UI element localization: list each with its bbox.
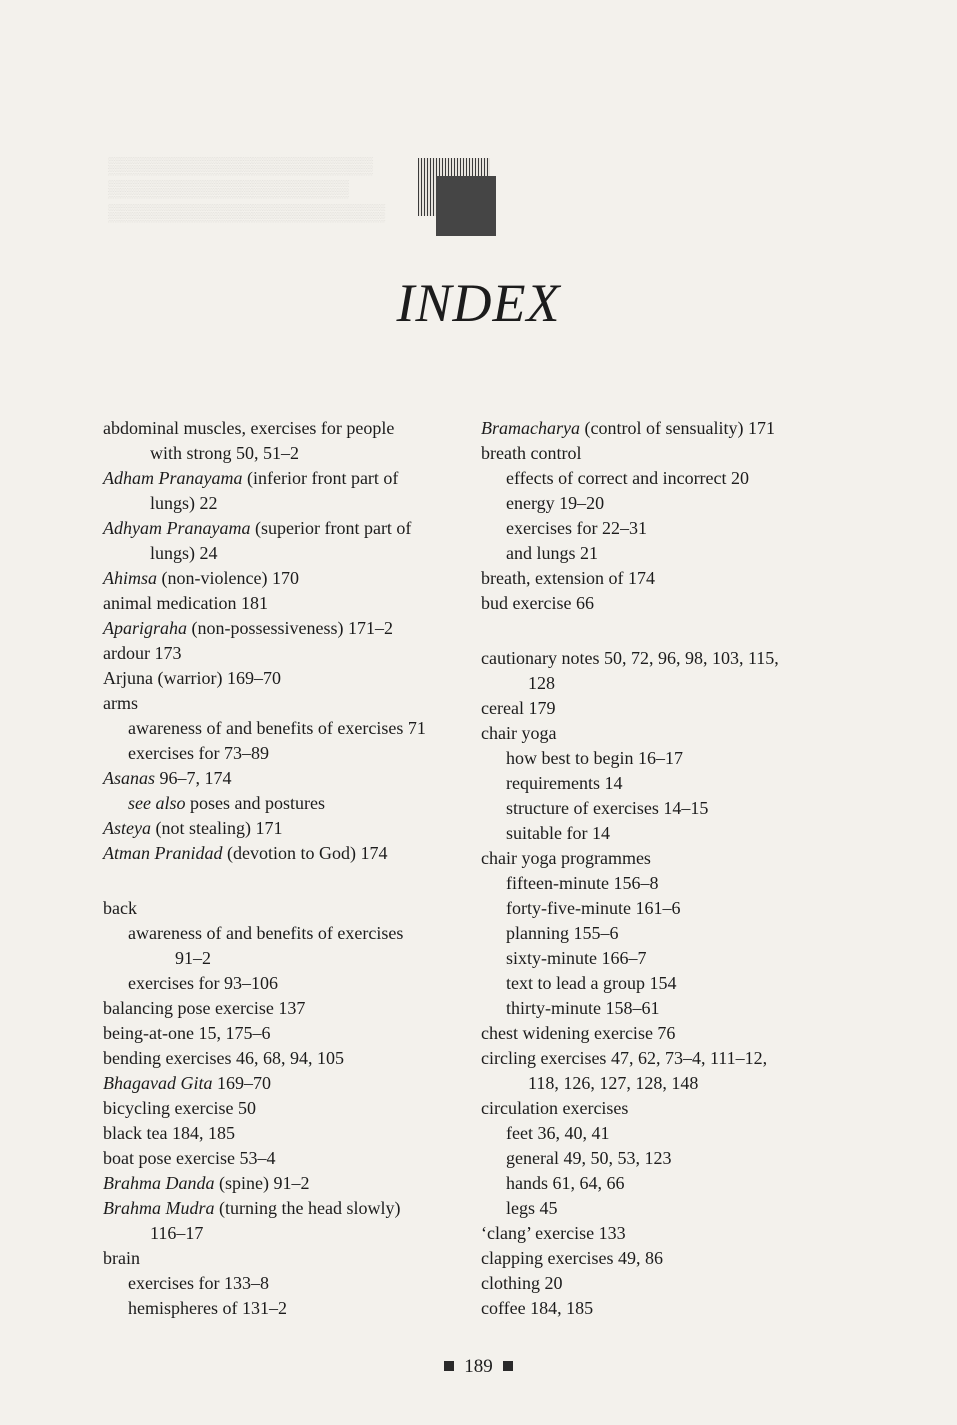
index-entry: [103, 816, 463, 841]
index-entry: [481, 1096, 841, 1221]
index-subentry: [481, 516, 841, 541]
index-entry: [481, 441, 841, 566]
index-entry: [481, 566, 841, 591]
index-subentry: [103, 716, 463, 741]
index-term-italic: Adham Pranayama: [103, 468, 243, 488]
index-subentry: [481, 466, 841, 491]
index-entry: [481, 696, 841, 721]
index-heading-continuation: with strong 50, 51–2: [150, 443, 300, 463]
index-entry: [481, 416, 841, 441]
index-subentry: [481, 946, 841, 971]
index-subentry: [103, 741, 463, 766]
index-text: exercises for 73–89: [128, 743, 269, 763]
index-heading-continuation: 128: [528, 673, 555, 693]
index-term-italic: Ahimsa: [103, 568, 157, 588]
page-title: INDEX: [396, 273, 561, 333]
index-text: balancing pose exercise 137: [103, 998, 306, 1018]
index-subentry: [103, 1296, 463, 1321]
index-text: circulation exercises: [481, 1098, 629, 1118]
index-text: clothing 20: [481, 1273, 563, 1293]
index-entry: [103, 996, 463, 1021]
index-heading: [481, 1246, 841, 1271]
index-text: and lungs 21: [506, 543, 598, 563]
index-heading: [103, 1096, 463, 1121]
index-entry: [103, 466, 463, 516]
index-heading: [481, 1296, 841, 1321]
index-text: back: [103, 898, 137, 918]
index-text: brain: [103, 1248, 140, 1268]
page-footer: [0, 1356, 957, 1378]
index-text: requirements 14: [506, 773, 623, 793]
index-text: thirty-minute 158–61: [506, 998, 660, 1018]
index-subentry: [103, 921, 463, 946]
footer-square-right: [503, 1361, 513, 1371]
index-subentry: [481, 1171, 841, 1196]
index-heading-continuation: 118, 126, 127, 128, 148: [528, 1073, 699, 1093]
index-heading-continuation: lungs) 22: [150, 493, 218, 513]
index-entry: [103, 1171, 463, 1196]
index-entry: [481, 846, 841, 1021]
index-text: sixty-minute 166–7: [506, 948, 647, 968]
index-entry: [103, 616, 463, 641]
index-heading: [103, 1146, 463, 1171]
index-entry: [481, 646, 841, 696]
bleed-through-left: ▒▒▒▒▒▒▒▒▒▒▒▒▒▒▒▒▒▒▒▒▒▒ ▒▒▒▒▒▒▒▒▒▒▒▒▒▒▒▒▒▒▒▒ ▒▒▒▒▒▒▒▒▒▒▒▒▒▒▒▒▒▒▒▒▒▒▒: [108, 155, 386, 222]
index-text: Arjuna (warrior) 169–70: [103, 668, 281, 688]
index-text: exercises for 93–106: [128, 973, 278, 993]
index-heading: [481, 721, 841, 746]
index-text: chest widening exercise 76: [481, 1023, 676, 1043]
index-heading: [481, 1221, 841, 1246]
index-subentry: [481, 1146, 841, 1171]
index-text: hands 61, 64, 66: [506, 1173, 625, 1193]
index-text: how best to begin 16–17: [506, 748, 683, 768]
index-text: ‘clang’ exercise 133: [481, 1223, 626, 1243]
index-subentry: [481, 541, 841, 566]
index-subentry-continuation: 91–2: [175, 948, 211, 968]
index-text: planning 155–6: [506, 923, 619, 943]
index-term-italic: Bramacharya: [481, 418, 580, 438]
index-subentry: [481, 771, 841, 796]
index-heading: [481, 846, 841, 871]
index-text: (control of sensuality) 171: [579, 418, 775, 438]
index-subentry: [103, 971, 463, 996]
index-text: awareness of and benefits of exercises 71: [128, 718, 426, 738]
index-heading: [103, 516, 463, 541]
index-heading: [103, 896, 463, 921]
index-text: bud exercise 66: [481, 593, 594, 613]
index-text: ardour 173: [103, 643, 182, 663]
index-entry: [103, 841, 463, 866]
index-text: being-at-one 15, 175–6: [103, 1023, 271, 1043]
index-heading: [103, 1196, 463, 1221]
entry-group-gap: [481, 616, 841, 646]
index-heading-continuation: 116–17: [150, 1223, 204, 1243]
index-entry: [103, 896, 463, 996]
index-entry: [103, 1046, 463, 1071]
index-heading: [103, 996, 463, 1021]
index-heading: [481, 1271, 841, 1296]
index-text: (non-violence) 170: [157, 568, 299, 588]
index-heading: [103, 416, 463, 441]
index-entry: [103, 416, 463, 466]
index-text: abdominal muscles, exercises for people: [103, 418, 395, 438]
index-text: exercises for 22–31: [506, 518, 647, 538]
index-heading: [103, 466, 463, 491]
index-subentry: [103, 791, 463, 816]
index-entry: [103, 766, 463, 816]
index-text: breath, extension of 174: [481, 568, 655, 588]
index-text: (non-possessiveness) 171–2: [187, 618, 393, 638]
index-text: energy 19–20: [506, 493, 605, 513]
index-entry: [103, 691, 463, 766]
index-heading: [481, 1046, 841, 1071]
index-entry: [103, 1096, 463, 1121]
index-heading: [103, 1071, 463, 1096]
index-text: feet 36, 40, 41: [506, 1123, 610, 1143]
index-text: clapping exercises 49, 86: [481, 1248, 663, 1268]
index-entry: [103, 591, 463, 616]
entry-group-gap: [103, 866, 463, 896]
index-heading: [103, 666, 463, 691]
index-subentry: [481, 796, 841, 821]
index-entry: [103, 1196, 463, 1246]
index-text: (devotion to God) 174: [222, 843, 388, 863]
index-text: effects of correct and incorrect 20: [506, 468, 750, 488]
index-entry: [103, 1071, 463, 1096]
index-heading: [481, 566, 841, 591]
index-text: boat pose exercise 53–4: [103, 1148, 276, 1168]
index-text: black tea 184, 185: [103, 1123, 235, 1143]
index-entry: [103, 666, 463, 691]
footer-square-left: [444, 1361, 454, 1371]
index-term-italic: Asteya: [103, 818, 151, 838]
index-heading: [103, 1021, 463, 1046]
index-text: bicycling exercise 50: [103, 1098, 256, 1118]
index-heading: [481, 591, 841, 616]
index-text: general 49, 50, 53, 123: [506, 1148, 672, 1168]
index-term-italic: Asanas: [103, 768, 156, 788]
index-subentry: [481, 971, 841, 996]
index-heading: [103, 841, 463, 866]
index-text: (spine) 91–2: [214, 1173, 310, 1193]
index-heading: [103, 1171, 463, 1196]
index-heading: [103, 766, 463, 791]
index-text: (not stealing) 171: [150, 818, 283, 838]
index-entry: [103, 566, 463, 591]
index-term-italic: Brahma Mudra: [103, 1198, 215, 1218]
index-heading: [103, 1121, 463, 1146]
index-entry: [103, 641, 463, 666]
index-text: coffee 184, 185: [481, 1298, 594, 1318]
index-subentry: [481, 996, 841, 1021]
index-heading: [481, 1021, 841, 1046]
index-subentry: [481, 1121, 841, 1146]
index-subentry: [481, 746, 841, 771]
index-text: (superior front part of: [250, 518, 412, 538]
index-text: bending exercises 46, 68, 94, 105: [103, 1048, 344, 1068]
index-term-italic: Adhyam Pranayama: [103, 518, 251, 538]
index-term-italic: Brahma Danda: [103, 1173, 215, 1193]
index-heading: [481, 1096, 841, 1121]
index-subentry: [481, 1196, 841, 1221]
index-text: forty-five-minute 161–6: [506, 898, 681, 918]
index-heading: [481, 441, 841, 466]
index-heading: [103, 616, 463, 641]
index-text: circling exercises 47, 62, 73–4, 111–12,: [481, 1048, 768, 1068]
index-entry: [481, 591, 841, 616]
index-term-italic: Atman Pranidad: [103, 843, 223, 863]
index-text: text to lead a group 154: [506, 973, 677, 993]
index-entry: [103, 1021, 463, 1046]
index-entry: [103, 1146, 463, 1171]
index-heading: [103, 641, 463, 666]
index-entry: [481, 1046, 841, 1096]
index-text: chair yoga: [481, 723, 557, 743]
index-entry: [481, 1271, 841, 1296]
index-text: 96–7, 174: [155, 768, 232, 788]
index-subentry: [481, 491, 841, 516]
index-text: arms: [103, 693, 138, 713]
decorative-square: [436, 176, 496, 236]
index-entry: [481, 1021, 841, 1046]
index-subentry: [481, 821, 841, 846]
index-text: hemispheres of 131–2: [128, 1298, 287, 1318]
index-text: (turning the head slowly): [214, 1198, 401, 1218]
index-entry: [481, 1296, 841, 1321]
index-heading: [481, 416, 841, 441]
index-text: poses and postures: [185, 793, 325, 813]
index-text: chair yoga programmes: [481, 848, 651, 868]
index-text: cereal 179: [481, 698, 556, 718]
index-heading: [103, 591, 463, 616]
index-column-right: [481, 416, 841, 1321]
index-text: animal medication 181: [103, 593, 268, 613]
index-text: cautionary notes 50, 72, 96, 98, 103, 115,: [481, 648, 779, 668]
index-text: exercises for 133–8: [128, 1273, 269, 1293]
index-term-italic: Aparigraha: [103, 618, 188, 638]
index-heading: [481, 646, 841, 671]
index-subentry: [103, 1271, 463, 1296]
index-heading: [103, 1046, 463, 1071]
index-text: fifteen-minute 156–8: [506, 873, 659, 893]
index-entry: [481, 1221, 841, 1246]
index-entry: [103, 1246, 463, 1321]
index-term-italic: see also: [128, 793, 186, 813]
page-number: 189: [464, 1356, 493, 1377]
index-text: breath control: [481, 443, 582, 463]
index-text: structure of exercises 14–15: [506, 798, 709, 818]
index-entry: [103, 1121, 463, 1146]
index-entry: [481, 1246, 841, 1271]
index-text: legs 45: [506, 1198, 558, 1218]
index-heading-continuation: lungs) 24: [150, 543, 218, 563]
index-text: awareness of and benefits of exercises: [128, 923, 404, 943]
index-heading: [481, 696, 841, 721]
index-entry: [481, 721, 841, 846]
index-entry: [103, 516, 463, 566]
index-column-left: [103, 416, 463, 1321]
index-heading: [103, 816, 463, 841]
index-text: (inferior front part of: [242, 468, 399, 488]
index-subentry: [481, 921, 841, 946]
index-heading: [103, 691, 463, 716]
index-text: 169–70: [212, 1073, 271, 1093]
index-subentry: [481, 871, 841, 896]
index-heading: [103, 1246, 463, 1271]
index-subentry: [481, 896, 841, 921]
index-text: suitable for 14: [506, 823, 610, 843]
index-heading: [103, 566, 463, 591]
index-term-italic: Bhagavad Gita: [103, 1073, 213, 1093]
